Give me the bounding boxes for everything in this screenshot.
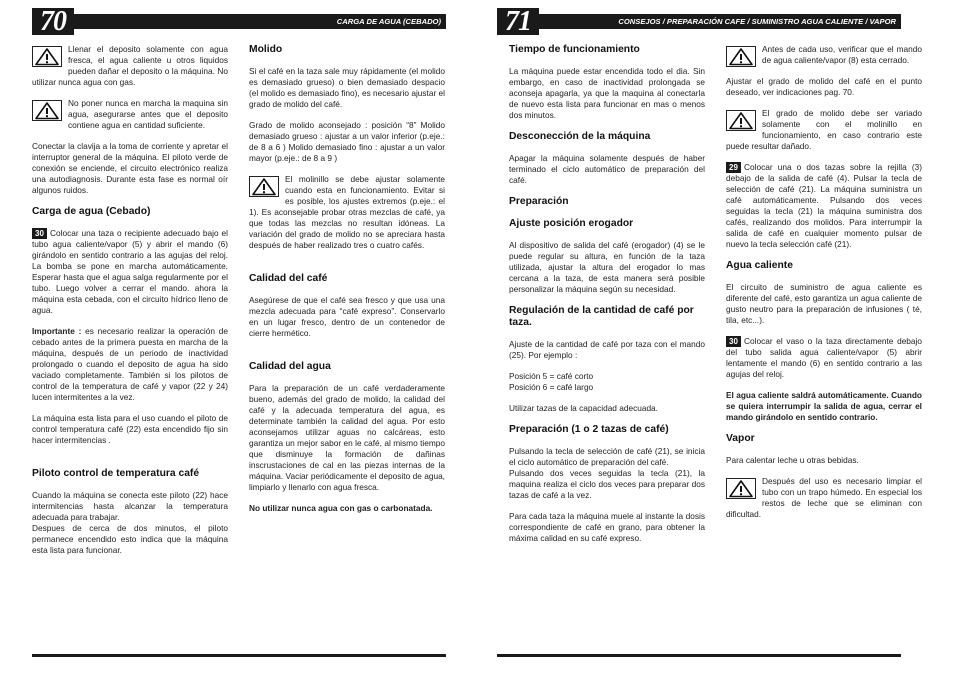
paragraph: es necesario realizar la operación de cebado antes de la primera puesta en marcha de la máquina, después de un periodo de inactividad prolongado o cuando el deposito de agua ha sido vaciado completamente. También si los pilotos de control de la temperatura de café y vapor (22 y 24) lucen intermitentes a la vez. xyxy=(32,326,228,402)
footer-rule xyxy=(497,654,901,657)
warning-text: No poner nunca en marcha la maquina sin agua, asegurarse antes que el deposito contiene agua en cantidad suficiente. xyxy=(68,98,228,130)
paragraph: Ajuste de la cantidad de café por taza con el mando (25). Por ejemplo : xyxy=(509,339,705,360)
column-1 xyxy=(32,44,228,566)
section-title: CARGA DE AGUA (CEBADO) xyxy=(74,14,446,29)
right-page xyxy=(477,0,954,675)
page-header xyxy=(32,8,446,35)
paragraph: Colocar una o dos tazas sobre la rejilla (3) debajo de la salida de café (4). Pulsar la tecla de selección de café (21). La máquina suministra un café automáticamente. Pulsando dos veces seguidas la tecla (21) la máquina suministra dos cafés, realizando dos molidos. Para interrumpir la salida de café en cualquier momento pulsar de nuevo la tecla selección café (21). xyxy=(726,162,922,249)
paragraph: Al dispositivo de salida del café (erogador) (4) se le puede regular su altura, en función de la taza utilizada, ajustar la altura del erogador lo mas cercana a la taza, de esta manera será posible personalizar la máquina según su necesidad. xyxy=(509,240,705,294)
paragraph: Pulsando dos veces seguidas la tecla (21), la maquina realiza el ciclo dos veces para preparar dos tazas de café a la vez. xyxy=(509,468,705,500)
paragraph: Apagar la máquina solamente después de haber terminado el ciclo automático de preparación del café. xyxy=(509,153,705,185)
heading: Piloto control de temperatura café xyxy=(32,468,200,479)
paragraph: Pulsando la tecla de selección de café (21), se inicia el ciclo automático de preparación del café. xyxy=(509,446,705,467)
warning-text: El grado de molido debe ser variado solamente con el molinillo en funcionamiento, en caso contrario este puede resultar dañado. xyxy=(726,108,922,151)
paragraph: Para cada taza la máquina muele al instante la dosis correspondiente de café en grano, para obtener la máxima calidad en su café expreso. xyxy=(509,511,705,543)
paragraph: Posición 5 = café corto xyxy=(509,371,594,381)
heading: Tiempo de funcionamiento xyxy=(509,44,640,55)
heading: Regulación de la cantidad de café por taza. xyxy=(509,305,694,328)
warning-text: Llenar el deposito solamente con agua fresca, el agua caliente u otros liquidos pueden dañar el deposito o la máquina. No utilizar nunca agua con gas. xyxy=(32,44,228,87)
warning-text: Antes de cada uso, verificar que el mando de agua caliente/vapor (8) esta cerrado. xyxy=(762,44,922,65)
paragraph: Asegúrese de que el café sea fresco y que usa una mezcla adecuada para “café expreso”. Conservarlo en un lugar fresco, dentro de un contenedor de cierre hermético. xyxy=(249,295,445,338)
warning-text: El molinillo se debe ajustar solamente cuando esta en funcionamiento. Evitar si es posible, los ajustes extremos (p.eje.: el 1). Es aconsejable probar otras mezclas de café, ya que todas las mezclas no resultan idóneas. La variación del grado de molido no se apreciara hasta después de haber realizado tres o cuatro cafés. xyxy=(249,174,445,250)
warning-icon xyxy=(726,46,756,67)
paragraph: Colocar una taza o recipiente adecuado bajo el tubo agua caliente/vapor (5) y abrir el mando (6) girándolo en sentido contrario a las agujas del reloj. La bomba se pone en marcha automáticamente. Esperar hasta que el agua salga regularmente por el tubo. Luego volver a cerrar el mando. ahora la máquina esta cebada, con el circuito hídrico lleno de agua. xyxy=(32,228,228,315)
figure-badge: 30 xyxy=(726,336,741,347)
warning-icon xyxy=(726,110,756,131)
warning-icon xyxy=(249,176,279,197)
column-3 xyxy=(509,44,705,554)
paragraph: Para calentar leche u otras bebidas. xyxy=(726,455,859,465)
warning-icon xyxy=(32,100,62,121)
paragraph: La máquina puede estar encendida todo el dia. Sin embargo, en caso de inactividad prolongada se aconseja apagarla, ya que la maquina al conectarla de nuevo esta lista para funcionar en mas o menos dos minutos. xyxy=(509,66,705,120)
paragraph: La máquina esta lista para el uso cuando el piloto de control temperatura café (22) esta encendido fijo sin hacer intermitencias . xyxy=(32,413,228,445)
figure-badge: 29 xyxy=(726,162,741,173)
warning-icon xyxy=(32,46,62,67)
heading: Desconección de la máquina xyxy=(509,131,651,142)
heading: Ajuste posición erogador xyxy=(509,218,634,229)
paragraph: Ajustar el grado de molido del café en el punto deseado, ver indicaciones pag. 70. xyxy=(726,76,922,97)
page-number: 70 xyxy=(32,8,74,35)
heading: Preparación xyxy=(509,196,569,207)
section-title: CONSEJOS / PREPARACIÓN CAFE / SUMINISTRO AGUA CALIENTE / VAPOR xyxy=(539,14,901,29)
paragraph: El circuito de suministro de agua caliente es diferente del café, esto garantiza un agua caliente de gusto neutro para la preparación de infusiones ( té, tila, etc...). xyxy=(726,282,922,325)
heading: Vapor xyxy=(726,433,755,444)
figure-badge: 30 xyxy=(32,228,47,239)
heading: Calidad del café xyxy=(249,273,328,284)
column-4 xyxy=(726,44,922,530)
footer-rule xyxy=(32,654,446,657)
heading: Preparación (1 o 2 tazas de café) xyxy=(509,424,669,435)
heading: Molido xyxy=(249,44,283,55)
paragraph: Colocar el vaso o la taza directamente debajo del tubo salida agua caliente/vapor (5) abrir lentamente el mando (6) en sentido contrario a las agujas del reloj. xyxy=(726,336,922,379)
paragraph: El agua caliente saldrá automáticamente. Cuando se quiera interrumpir la salida de agua, cerrar el mando girándolo en sentido contrario. xyxy=(726,390,922,422)
heading: Carga de agua (Cebado) xyxy=(32,206,151,217)
paragraph: No utilizar nunca agua con gas o carbonatada. xyxy=(249,503,433,513)
paragraph: Utilizar tazas de la capacidad adecuada. xyxy=(509,403,658,413)
paragraph: Conectar la clavija a la toma de corriente y apretar el interruptor general de la máquina. El piloto verde de conexión se enciende, el circuito electrónico realiza una autodiagnosis. Durante esta fase es normal oír algunos ruidos. xyxy=(32,141,228,195)
heading: Agua caliente xyxy=(726,260,793,271)
paragraph: Grado de molido aconsejado : posición “8” Molido demasiado grueso : ajustar a un valor inferior (p.eje.: de 8 a 6 ) Molido demasiado fino : ajustar a un valor mayor (p.eje.: de 8 a 9 ) xyxy=(249,120,445,163)
page-header xyxy=(497,8,901,35)
paragraph: Posición 6 = café largo xyxy=(509,382,594,392)
paragraph: Despues de cerca de dos minutos, el piloto permanece encendido esto indica que la máquina esta lista para funcionar. xyxy=(32,523,228,555)
page-number: 71 xyxy=(497,8,539,35)
paragraph: Para la preparación de un café verdaderamente bueno, además del grado de molido, la calidad del café y la adecuada temperatura del agua, es determinate también la calidad del agua. Por esto aconsejamos utilizar aguas no calcáreas, esto garantiza un mejor sabor en le café, al mismo tiempo que disminuye la formación de dañinas inscrustaciones de cal en las piezas internas de la máquina. Vaciar periódicamente el deposito de agua, limpiarlo y llenarlo con agua fresca. xyxy=(249,383,445,492)
paragraph: Cuando la máquina se conecta este piloto (22) hace intermitencias hasta alcanzar la temperatura adecuada para trabajar. xyxy=(32,490,228,522)
heading: Calidad del agua xyxy=(249,361,331,372)
paragraph: Si el café en la taza sale muy rápidamente (el molido es demasiado grueso) o bien demasiado despacio (el molido es demasiado fino), es necesario ajustar el grado de molido del café. xyxy=(249,66,445,109)
important-label: Importante : xyxy=(32,326,82,336)
column-2 xyxy=(249,44,445,524)
warning-icon xyxy=(726,478,756,499)
warning-text: Después del uso es necesario limpiar el tubo con un trapo húmedo. En especial los restos de leche que se eliminan con dificultad. xyxy=(726,476,922,519)
